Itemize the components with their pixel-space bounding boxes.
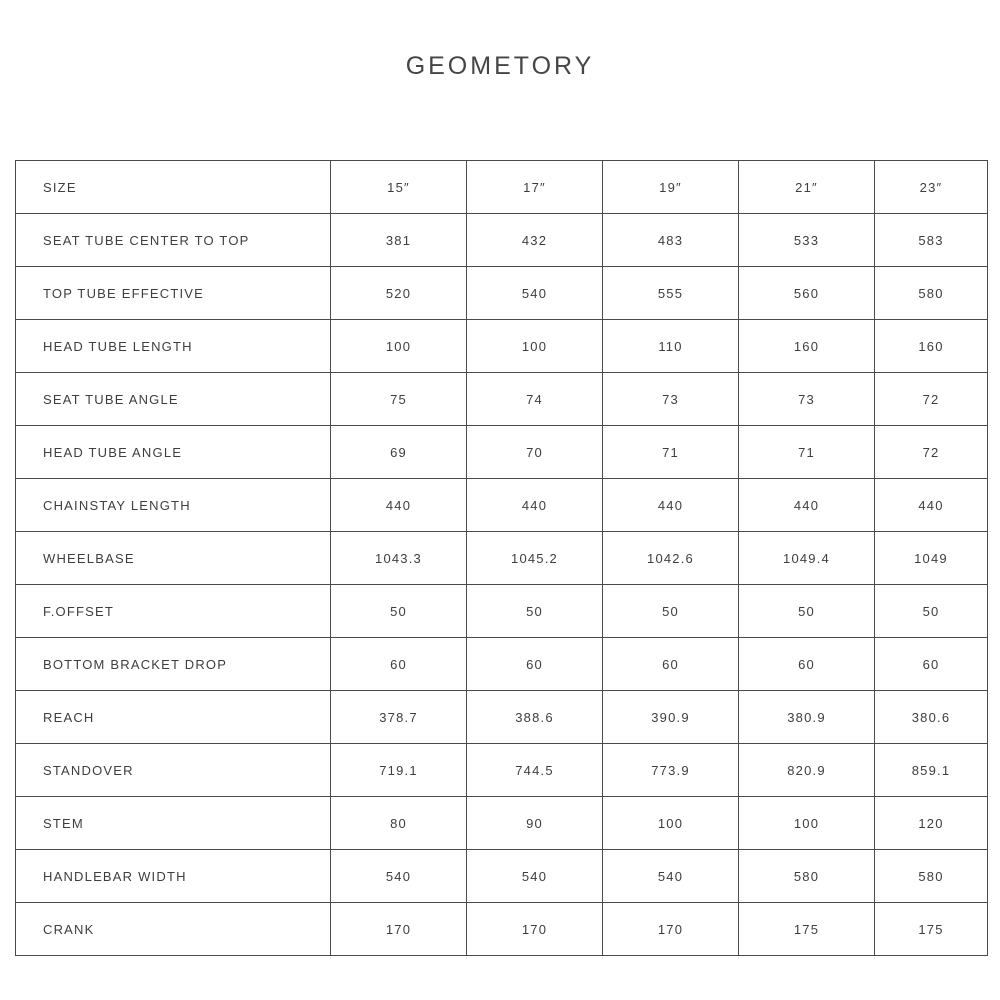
size-header-cell: 15″ (331, 161, 467, 214)
value-cell: 50 (875, 585, 988, 638)
size-header-cell: 23″ (875, 161, 988, 214)
value-cell: 380.6 (875, 691, 988, 744)
value-cell: 75 (331, 373, 467, 426)
value-cell: 74 (467, 373, 603, 426)
value-cell: 120 (875, 797, 988, 850)
value-cell: 1045.2 (467, 532, 603, 585)
row-label: CRANK (16, 903, 331, 956)
value-cell: 160 (875, 320, 988, 373)
value-cell: 90 (467, 797, 603, 850)
table-row (16, 797, 988, 850)
row-label: HEAD TUBE ANGLE (16, 426, 331, 479)
value-cell: 170 (331, 903, 467, 956)
value-cell: 719.1 (331, 744, 467, 797)
value-cell: 380.9 (739, 691, 875, 744)
value-cell: 820.9 (739, 744, 875, 797)
value-cell: 432 (467, 214, 603, 267)
value-cell: 60 (467, 638, 603, 691)
value-cell: 170 (467, 903, 603, 956)
value-cell: 388.6 (467, 691, 603, 744)
row-label: REACH (16, 691, 331, 744)
value-cell: 73 (739, 373, 875, 426)
value-cell: 50 (467, 585, 603, 638)
value-cell: 440 (603, 479, 739, 532)
value-cell: 859.1 (875, 744, 988, 797)
value-cell: 381 (331, 214, 467, 267)
value-cell: 440 (739, 479, 875, 532)
geometry-table-body (16, 161, 988, 956)
value-cell: 580 (875, 267, 988, 320)
row-label: SEAT TUBE CENTER TO TOP (16, 214, 331, 267)
value-cell: 80 (331, 797, 467, 850)
value-cell: 440 (467, 479, 603, 532)
value-cell: 540 (467, 850, 603, 903)
value-cell: 175 (875, 903, 988, 956)
value-cell: 100 (739, 797, 875, 850)
row-label: WHEELBASE (16, 532, 331, 585)
value-cell: 583 (875, 214, 988, 267)
value-cell: 50 (603, 585, 739, 638)
table-row (16, 691, 988, 744)
table-row (16, 426, 988, 479)
value-cell: 483 (603, 214, 739, 267)
table-row (16, 744, 988, 797)
row-label: STANDOVER (16, 744, 331, 797)
value-cell: 71 (603, 426, 739, 479)
table-header-row (16, 161, 988, 214)
value-cell: 160 (739, 320, 875, 373)
value-cell: 60 (331, 638, 467, 691)
table-row (16, 479, 988, 532)
value-cell: 1049.4 (739, 532, 875, 585)
value-cell: 60 (603, 638, 739, 691)
value-cell: 555 (603, 267, 739, 320)
value-cell: 70 (467, 426, 603, 479)
row-label: F.OFFSET (16, 585, 331, 638)
row-label: SEAT TUBE ANGLE (16, 373, 331, 426)
table-row (16, 373, 988, 426)
value-cell: 50 (331, 585, 467, 638)
value-cell: 73 (603, 373, 739, 426)
value-cell: 540 (603, 850, 739, 903)
value-cell: 50 (739, 585, 875, 638)
table-row (16, 532, 988, 585)
size-header-cell: 17″ (467, 161, 603, 214)
table-row (16, 214, 988, 267)
size-header-cell: 19″ (603, 161, 739, 214)
value-cell: 110 (603, 320, 739, 373)
value-cell: 390.9 (603, 691, 739, 744)
value-cell: 520 (331, 267, 467, 320)
value-cell: 72 (875, 426, 988, 479)
row-label: HEAD TUBE LENGTH (16, 320, 331, 373)
row-label: TOP TUBE EFFECTIVE (16, 267, 331, 320)
value-cell: 1042.6 (603, 532, 739, 585)
value-cell: 580 (875, 850, 988, 903)
size-header-cell: 21″ (739, 161, 875, 214)
value-cell: 540 (467, 267, 603, 320)
value-cell: 69 (331, 426, 467, 479)
value-cell: 378.7 (331, 691, 467, 744)
page-title: GEOMETORY (405, 52, 595, 80)
geometry-table (15, 160, 988, 956)
value-cell: 580 (739, 850, 875, 903)
table-row (16, 320, 988, 373)
table-row (16, 903, 988, 956)
value-cell: 1049 (875, 532, 988, 585)
value-cell: 175 (739, 903, 875, 956)
table-row (16, 585, 988, 638)
value-cell: 100 (603, 797, 739, 850)
value-cell: 560 (739, 267, 875, 320)
value-cell: 100 (467, 320, 603, 373)
value-cell: 540 (331, 850, 467, 903)
value-cell: 60 (875, 638, 988, 691)
table-row (16, 267, 988, 320)
row-label: BOTTOM BRACKET DROP (16, 638, 331, 691)
value-cell: 773.9 (603, 744, 739, 797)
row-label: SIZE (16, 161, 331, 214)
row-label: STEM (16, 797, 331, 850)
value-cell: 440 (331, 479, 467, 532)
table-row (16, 638, 988, 691)
row-label: CHAINSTAY LENGTH (16, 479, 331, 532)
table-row (16, 850, 988, 903)
row-label: HANDLEBAR WIDTH (16, 850, 331, 903)
value-cell: 72 (875, 373, 988, 426)
value-cell: 71 (739, 426, 875, 479)
value-cell: 440 (875, 479, 988, 532)
value-cell: 744.5 (467, 744, 603, 797)
value-cell: 100 (331, 320, 467, 373)
value-cell: 170 (603, 903, 739, 956)
value-cell: 60 (739, 638, 875, 691)
value-cell: 1043.3 (331, 532, 467, 585)
value-cell: 533 (739, 214, 875, 267)
